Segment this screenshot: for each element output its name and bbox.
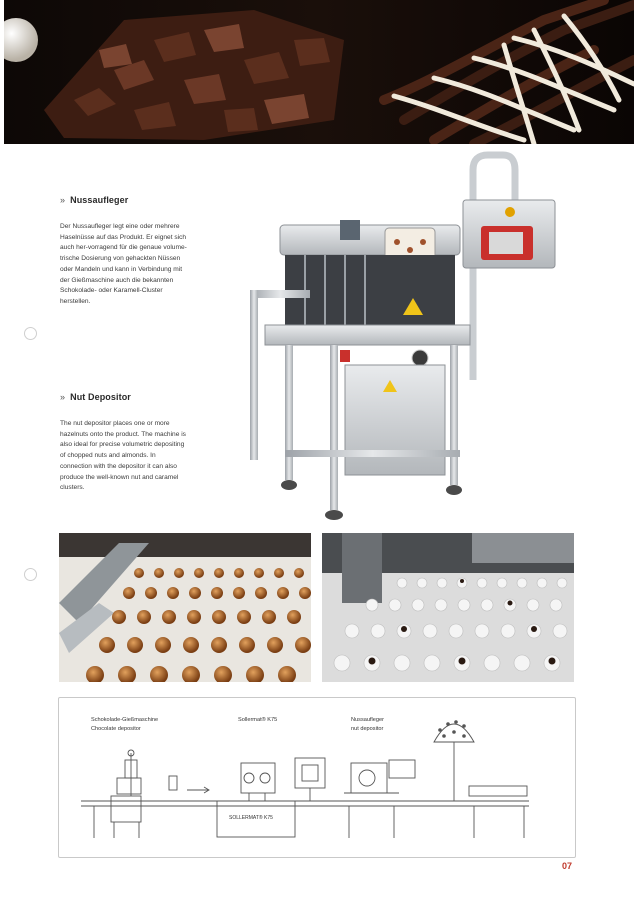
line-drawing xyxy=(59,698,575,857)
double-chevron-icon: » xyxy=(60,195,66,205)
production-line-photo-left xyxy=(59,533,311,682)
chocolate-decorations-image xyxy=(4,0,634,144)
diagram-label-depositor: Schokolade-Gießmaschine Chocolate depositor xyxy=(91,717,159,732)
diagram-label-nut-depositor: Nussaufleger nut depositor xyxy=(351,717,384,732)
binder-hole-bottom xyxy=(24,568,37,581)
white-pralines-photo xyxy=(322,533,574,682)
section-heading-nut-depositor: » Nut Depositor xyxy=(60,392,131,402)
diagram-machine-text: SOLLERMAT® K75 xyxy=(229,815,273,821)
machine-illustration xyxy=(245,150,575,530)
nut-depositor-machine-photo xyxy=(245,150,575,530)
production-line-diagram xyxy=(58,697,576,858)
section-heading-nussaufleger: » Nussaufleger xyxy=(60,195,129,205)
page-number: 07 xyxy=(562,861,573,871)
banner-chocolate-photo xyxy=(4,0,634,144)
diagram-label-sollermat: Sollermat® K75 xyxy=(238,717,278,723)
production-line-photo-right xyxy=(322,533,574,682)
section-text-nussaufleger: Der Nussaufleger legt eine oder mehrere Haselnüsse auf das Produkt. Er eignet sich auch her-vorragend für die genaue volume-trische Dosierung von gehackten Nüssen oder Mandeln und kann in Verbindung mit der Gießmaschine auch die bekannten Schokolade- oder Karamell-Cluster herstellen. xyxy=(60,223,187,305)
section-text-nut-depositor: The nut depositor places one or more hazelnuts onto the product. The machine is also ideal for precise volumetric depositing of chopped nuts and almonds. In connection with the depositor it can also produce the well-known nut and caramel clusters. xyxy=(60,420,186,492)
binder-hole-top xyxy=(24,327,37,340)
chocolates-with-nuts-photo xyxy=(59,533,311,682)
double-chevron-icon: » xyxy=(60,392,66,402)
